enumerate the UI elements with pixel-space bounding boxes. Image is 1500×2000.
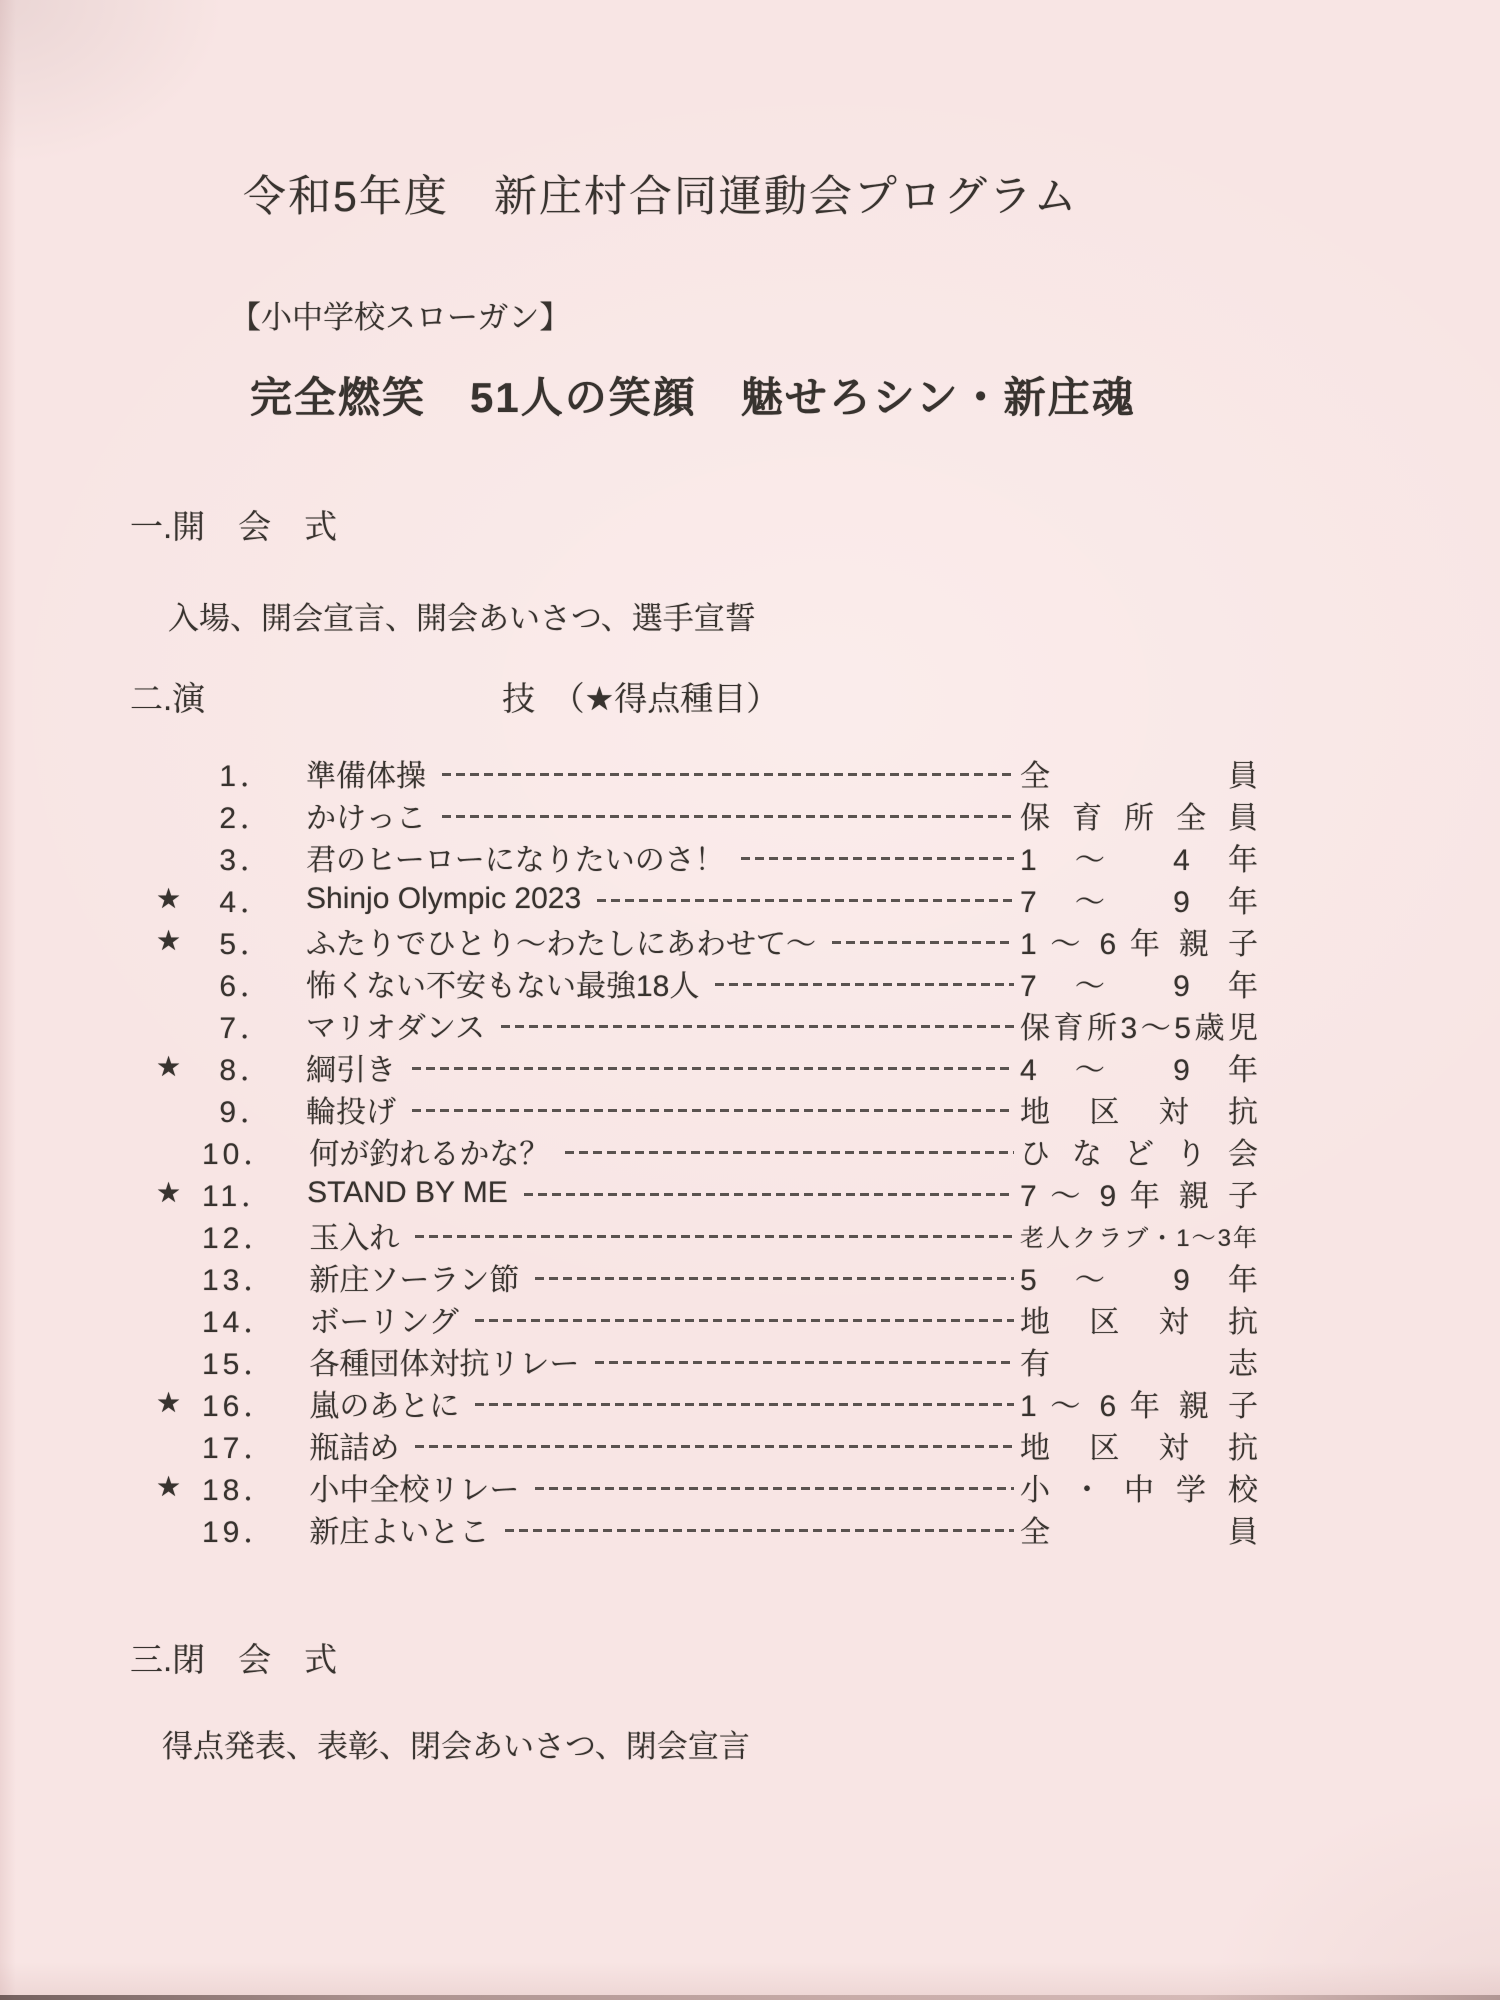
event-name: マリオダンス (306, 1012, 486, 1045)
event-row (0, 836, 1500, 878)
event-number: 2． (219, 802, 274, 835)
event-name: 瓶詰め (309, 1432, 400, 1465)
leader-dashes (741, 857, 1014, 860)
event-name: 新庄ソーラン節 (309, 1264, 520, 1297)
event-participants: 5 ～ 9 年 (1020, 1264, 1258, 1297)
leader-dashes (715, 983, 1014, 986)
leader-dashes (501, 1025, 1014, 1028)
event-participants: 地 区 対 抗 (1020, 1306, 1258, 1339)
opening-detail: 入場、開会宣言、開会あいさつ、選手宣誓 (168, 601, 756, 636)
event-name: 怖くない不安もない最強18人 (306, 970, 700, 1003)
page-title: 令和5年度 新庄村合同運動会プログラム (243, 173, 1079, 221)
event-participants: 7 ～ 9 年 (1020, 886, 1258, 919)
scan-edge-artifact (0, 1995, 1500, 2000)
event-participants: 地 区 対 抗 (1020, 1096, 1258, 1129)
event-number: 10． (202, 1138, 278, 1171)
event-name: かけっこ (306, 802, 426, 835)
event-number: 3． (219, 844, 274, 877)
event-participants: 小 ・ 中 学 校 (1020, 1474, 1258, 1507)
event-row (0, 1466, 1500, 1508)
event-name: 各種団体対抗リレー (309, 1348, 580, 1381)
event-participants: 地 区 対 抗 (1020, 1432, 1258, 1465)
leader-dashes (535, 1277, 1014, 1280)
event-row (0, 1382, 1500, 1424)
event-number: 18． (202, 1474, 278, 1507)
event-number: 7． (219, 1012, 274, 1045)
event-participants: 7 ～ 9 年 (1020, 970, 1258, 1003)
event-row (0, 1256, 1500, 1298)
event-name: 何が釣れるかな？ (309, 1138, 550, 1171)
event-row (0, 1340, 1500, 1382)
event-number: 13． (202, 1264, 278, 1297)
event-participants: 保育所3～5歳児 (1020, 1012, 1258, 1045)
event-participants: 1 ～ 6 年 親 子 (1020, 1390, 1258, 1423)
event-row (0, 878, 1500, 920)
event-name: 君のヒーローになりたいのさ！ (306, 844, 725, 877)
event-participants: 1 ～ 6 年 親 子 (1020, 928, 1258, 961)
event-row (0, 1172, 1500, 1214)
leader-dashes (505, 1529, 1014, 1532)
event-number: 15． (202, 1348, 278, 1381)
event-participants: 全 員 (1020, 1516, 1258, 1549)
event-number: 4． (219, 886, 274, 919)
event-row (0, 962, 1500, 1004)
event-number: 8． (219, 1054, 274, 1087)
leader-dashes (415, 1235, 1014, 1238)
event-participants: 7 ～ 9 年 親 子 (1020, 1180, 1258, 1213)
event-number: 12． (202, 1222, 278, 1255)
leader-dashes (412, 1109, 1014, 1112)
event-row (0, 1214, 1500, 1256)
score-star-icon: ★ (156, 1177, 182, 1208)
event-number: 9． (219, 1096, 274, 1129)
event-number: 1． (219, 760, 274, 793)
event-name: Shinjo Olympic 2023 (306, 882, 582, 915)
event-row (0, 1046, 1500, 1088)
event-row (0, 920, 1500, 962)
event-number: 16． (202, 1390, 278, 1423)
leader-dashes (475, 1319, 1014, 1322)
event-participants: 保 育 所 全 員 (1020, 802, 1258, 835)
event-list (0, 752, 1500, 1550)
leader-dashes (524, 1193, 1014, 1196)
event-participants: 老人クラブ・1～3年 (1020, 1224, 1258, 1252)
section-opening-heading: 一.開 会 式 (130, 508, 338, 545)
event-number: 17． (202, 1432, 278, 1465)
event-row (0, 1130, 1500, 1172)
leader-dashes (415, 1445, 1014, 1448)
event-name: 新庄よいとこ (309, 1516, 490, 1549)
score-star-icon: ★ (156, 1471, 182, 1502)
event-name: 小中全校リレー (309, 1474, 520, 1507)
score-star-icon: ★ (156, 925, 182, 956)
event-number: 14． (202, 1306, 278, 1339)
leader-dashes (597, 899, 1014, 902)
event-name: ふたりでひとり～わたしにあわせて～ (306, 928, 816, 961)
leader-dashes (412, 1067, 1014, 1070)
event-number: 6． (219, 970, 274, 1003)
score-star-icon: ★ (156, 1387, 182, 1418)
leader-dashes (475, 1403, 1014, 1406)
event-number: 5． (219, 928, 274, 961)
event-name: 嵐のあとに (309, 1390, 460, 1423)
section-events-heading: 二.演 技 （★得点種目） (130, 680, 780, 717)
event-row (0, 794, 1500, 836)
leader-dashes (832, 941, 1014, 944)
event-row (0, 752, 1500, 794)
score-star-icon: ★ (156, 1051, 182, 1082)
event-row (0, 1424, 1500, 1466)
event-participants: 4 ～ 9 年 (1020, 1054, 1258, 1087)
event-number: 19． (202, 1516, 278, 1549)
event-participants: 全 員 (1020, 760, 1258, 793)
leader-dashes (442, 773, 1014, 776)
leader-dashes (535, 1487, 1014, 1490)
leader-dashes (595, 1361, 1014, 1364)
event-participants: 1 ～ 4 年 (1020, 844, 1258, 877)
event-row (0, 1004, 1500, 1046)
slogan-label: 【小中学校スローガン】 (230, 300, 571, 335)
event-number: 11． (202, 1180, 276, 1213)
leader-dashes (565, 1151, 1014, 1154)
event-row (0, 1298, 1500, 1340)
event-name: STAND BY ME (307, 1176, 508, 1209)
event-participants: 有 志 (1020, 1348, 1258, 1381)
event-row (0, 1088, 1500, 1130)
event-name: ボーリング (309, 1306, 459, 1339)
event-name: 綱引き (306, 1054, 396, 1087)
event-name: 準備体操 (306, 760, 426, 793)
event-row (0, 1508, 1500, 1550)
closing-detail: 得点発表、表彰、閉会あいさつ、閉会宣言 (162, 1729, 750, 1764)
section-closing-heading: 三.閉 会 式 (130, 1641, 338, 1678)
event-participants: ひ な ど り 会 (1020, 1138, 1258, 1171)
slogan-text: 完全燃笑 51人の笑顔 魅せろシン・新庄魂 (250, 374, 1136, 421)
score-star-icon: ★ (156, 883, 182, 914)
event-name: 輪投げ (306, 1096, 396, 1129)
event-name: 玉入れ (309, 1222, 400, 1255)
leader-dashes (442, 815, 1014, 818)
